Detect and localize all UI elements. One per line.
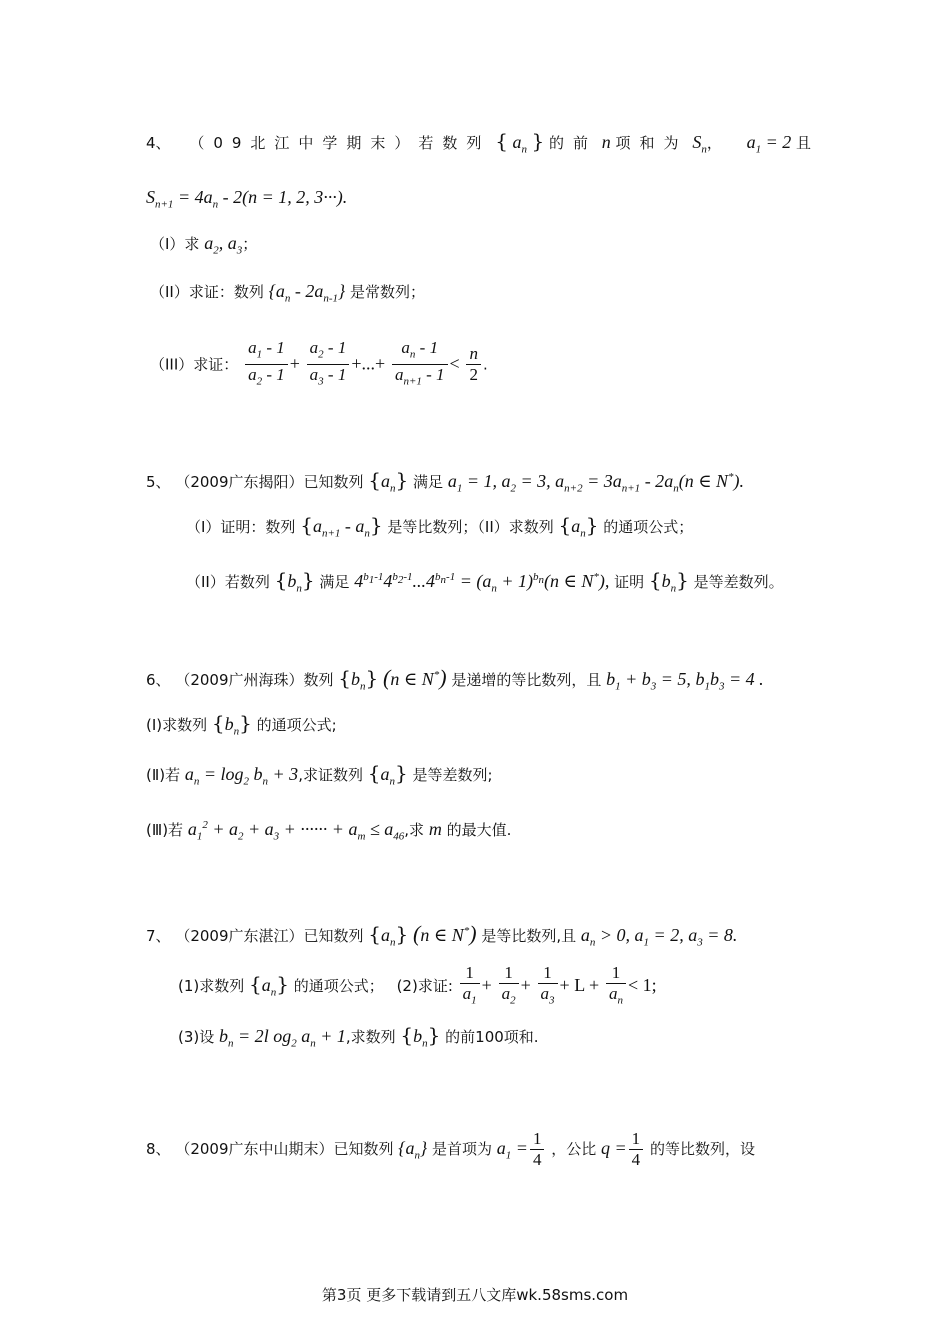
problem-4-q1-label: （I）求 xyxy=(150,235,200,253)
problem-4-q1-tail: ； xyxy=(242,235,258,253)
math-set-an: $\{a_n\}$ xyxy=(368,468,409,495)
math-set-an: $\{a_n\}$ xyxy=(558,513,599,540)
problem-7-q1-tail: 的通项公式； xyxy=(293,977,384,995)
math-q-eq: q = xyxy=(601,1138,627,1158)
problem-6-q2-mid: ,求证数列 xyxy=(298,766,363,784)
problem-7-intro: （2009广东湛江）已知数列 xyxy=(175,927,364,945)
problem-4-q3: （III）求证： $\frac{a_1 - 1}{a_2 - 1}$ + $\frac{a_2 - 1}{a_3 - 1}$ +...+ $\frac{a_n - 1}{a_{n+1} - 1}$ < $\frac{n}{2}$ . xyxy=(150,338,488,392)
problem-5-intro: （2009广东揭阳）已知数列 xyxy=(175,473,364,491)
math-b1-b3: $b_1 + b_3 = 5$, $b_1b_3 = 4$ . xyxy=(606,669,764,693)
problem-6-q2-label: (Ⅱ)若 xyxy=(146,766,181,784)
math-recurrence: $a_1 = 1$, $a_2 = 3$, $a_{n+2} = 3a_{n+1} - 2a_n(n$ ∈ N*). xyxy=(447,471,745,495)
problem-7-text-1: 是等比数列,且 xyxy=(481,927,577,945)
math-a2-a3: $a_2$, $a_3$ xyxy=(204,233,243,257)
problem-4-q3-label: （III）求证： xyxy=(150,355,239,374)
problem-6-q3-mid: ,求 xyxy=(404,821,425,839)
problem-4-text-2: 项和为 xyxy=(615,134,688,152)
problem-7-q3-mid: ,求数列 xyxy=(345,1028,396,1046)
problem-8-line-1 xyxy=(146,1126,755,1178)
problem-6-q1-label: (Ⅰ)求数列 xyxy=(146,716,208,734)
fraction-1: $\frac{a_1 - 1}{a_2 - 1}$ xyxy=(245,338,288,392)
problem-4-q2-tail: 是常数列； xyxy=(350,283,426,301)
fraction-2: $\frac{a_2 - 1}{a_3 - 1}$ xyxy=(307,338,350,392)
problem-8-intro: （2009广东中山期末）已知数列 xyxy=(175,1140,394,1158)
math-a1-eq-2: $a_1 = 2$ xyxy=(746,132,792,156)
problem-4-line-1: 4、 （09北江中学期末）若数列 { $a_n$ } 的前 n 项和为 $S_n$， $a_1 = 2$ 且 xyxy=(146,129,812,156)
math-set-bn: $\{b_n\}$ xyxy=(274,568,315,595)
problem-7-q2-label: (2)求证: xyxy=(396,977,453,995)
math-power-product: $4^{b_1-1}4^{b_2-1}...4^{b_n-1} = (a_n + 1)^{b_n}(n$ ∈ N*), xyxy=(354,571,610,595)
problem-6-q2-tail: 是等差数列; xyxy=(412,766,493,784)
problem-8-text-3: 的等比数列，设 xyxy=(649,1140,755,1158)
math-m: m xyxy=(428,819,442,839)
math-n: n xyxy=(601,132,611,152)
problem-4-intro: （09北江中学期末）若数列 xyxy=(189,134,491,152)
math-set-an: { $a_n$ } xyxy=(495,129,545,156)
problem-6-q2 xyxy=(146,762,493,793)
math-n-in-N: (n ∈ N*) xyxy=(413,921,477,946)
problem-5-text-1: 满足 xyxy=(413,473,444,491)
math-set-an: $\{a_n\}$ xyxy=(368,922,409,949)
problem-6-q3-tail: 的最大值. xyxy=(446,821,512,839)
math-set-bn: $\{b_n\}$ xyxy=(648,568,689,595)
problem-4-recurrence: $S_{n+1} = 4a_n - 2(n = 1$, 2, 3···). xyxy=(146,187,348,211)
problem-4-number: 4、 xyxy=(146,134,171,152)
problem-5-q1-mid: 是等比数列；（II）求数列 xyxy=(387,518,554,536)
problem-6-q1-tail: 的通项公式; xyxy=(256,716,337,734)
problem-6-q1 xyxy=(146,712,337,743)
fraction-1-4-q: $\frac{1}{4}$ xyxy=(629,1129,644,1170)
problem-5-q1-tail: 的通项公式； xyxy=(603,518,694,536)
problem-5-line-1 xyxy=(146,466,744,500)
math-n-in-N: (n ∈ N*) xyxy=(383,665,447,690)
problem-7-q3-label: (3)设 xyxy=(178,1028,215,1046)
fraction-1-4: $\frac{1}{4}$ xyxy=(530,1129,545,1170)
problem-4-q2 xyxy=(150,280,425,310)
problem-6-q3 xyxy=(146,814,511,848)
math-sum-inequality: $a_1^2 + a_2 + a_3$ + ······ + $a_m \le a_{46}$ xyxy=(187,819,405,843)
problem-8-text-1: 是首项为 xyxy=(431,1140,492,1158)
problem-5-q2-mid2: 证明 xyxy=(614,573,645,591)
problem-8-text-2: ，公比 xyxy=(551,1140,597,1158)
problem-4-text-3: 且 xyxy=(796,134,812,152)
math-set-bn: $\{b_n\}$ xyxy=(400,1023,441,1050)
page-footer: 第3页 更多下载请到五八文库wk.58sms.com xyxy=(321,1286,629,1304)
fraction-1-a1: $\frac{1}{a_1}$ xyxy=(460,963,480,1010)
math-an-log: $a_n = \log_2 b_n + 3$ xyxy=(184,764,299,788)
fraction-1-a2: $\frac{1}{a_2}$ xyxy=(499,963,519,1010)
problem-4-q1 xyxy=(150,232,257,262)
problem-7-q3-tail: 的前100项和. xyxy=(445,1028,539,1046)
math-set-an: $\{a_n\}$ xyxy=(367,761,408,788)
fraction-n: $\frac{a_n - 1}{a_{n+1} - 1}$ xyxy=(392,338,448,392)
problem-4-q2-label: （II）求证：数列 xyxy=(150,283,264,301)
problem-8-number: 8、 xyxy=(146,1140,171,1158)
math-conditions: $a_n > 0$, $a_1 = 2$, $a_3 = 8$. xyxy=(580,925,738,949)
math-set-an: $\{a_n\}$ xyxy=(398,1138,428,1162)
problem-4-q3-tail: . xyxy=(482,355,488,374)
math-set-an: $\{a_n\}$ xyxy=(249,972,289,999)
math-bn-def: $b_n = 2l$ $og_2$ $a_n + 1$ xyxy=(219,1026,346,1050)
problem-5-q2 xyxy=(186,566,784,600)
math-set-an1-minus-an: $\{a_{n+1} - a_n\}$ xyxy=(300,513,383,540)
problem-5-q1 xyxy=(186,514,693,545)
problem-7-q1-label: (1)求数列 xyxy=(178,977,245,995)
problem-6-q3-label: (Ⅲ)若 xyxy=(146,821,184,839)
math-Sn: $S_n$ xyxy=(692,132,707,156)
problem-5-q2-mid: 满足 xyxy=(319,573,350,591)
problem-7-q1-q2: (1)求数列 $\{a_n\}$ 的通项公式； (2)求证: $\frac{1}{a_1}$ + $\frac{1}{a_2}$ + $\frac{1}{a_3}$ + L + $\frac{1}{a_n}$ < 1; xyxy=(178,962,657,1015)
problem-7-line-1 xyxy=(146,920,737,954)
fraction-n-over-2: $\frac{n}{2}$ xyxy=(466,344,481,385)
fraction-1-a3: $\frac{1}{a_3}$ xyxy=(538,963,558,1010)
problem-4-text-1: 的前 xyxy=(548,134,597,152)
math-set-bn: $\{b_n\}$ xyxy=(211,711,252,738)
problem-6-intro: （2009广州海珠）数列 xyxy=(175,671,334,689)
problem-7-q3 xyxy=(178,1024,539,1055)
problem-5-number: 5、 xyxy=(146,473,171,491)
problem-5-q2-tail: 是等差数列。 xyxy=(693,573,784,591)
problem-5-q2-label: （II）若数列 xyxy=(186,573,270,591)
math-set-bn: $\{b_n\}$ xyxy=(338,666,379,693)
problem-6-number: 6、 xyxy=(146,671,171,689)
fraction-1-an: $\frac{1}{a_n}$ xyxy=(606,963,626,1010)
math-a1-eq: $a_1$ = xyxy=(496,1138,528,1162)
math-an-minus-2an-1: $\{a_n - 2a_{n-1}\}$ xyxy=(268,281,346,305)
problem-7-number: 7、 xyxy=(146,927,171,945)
problem-5-q1-label: （I）证明：数列 xyxy=(186,518,296,536)
problem-6-line-1 xyxy=(146,664,764,698)
problem-6-text-1: 是递增的等比数列，且 xyxy=(451,671,602,689)
